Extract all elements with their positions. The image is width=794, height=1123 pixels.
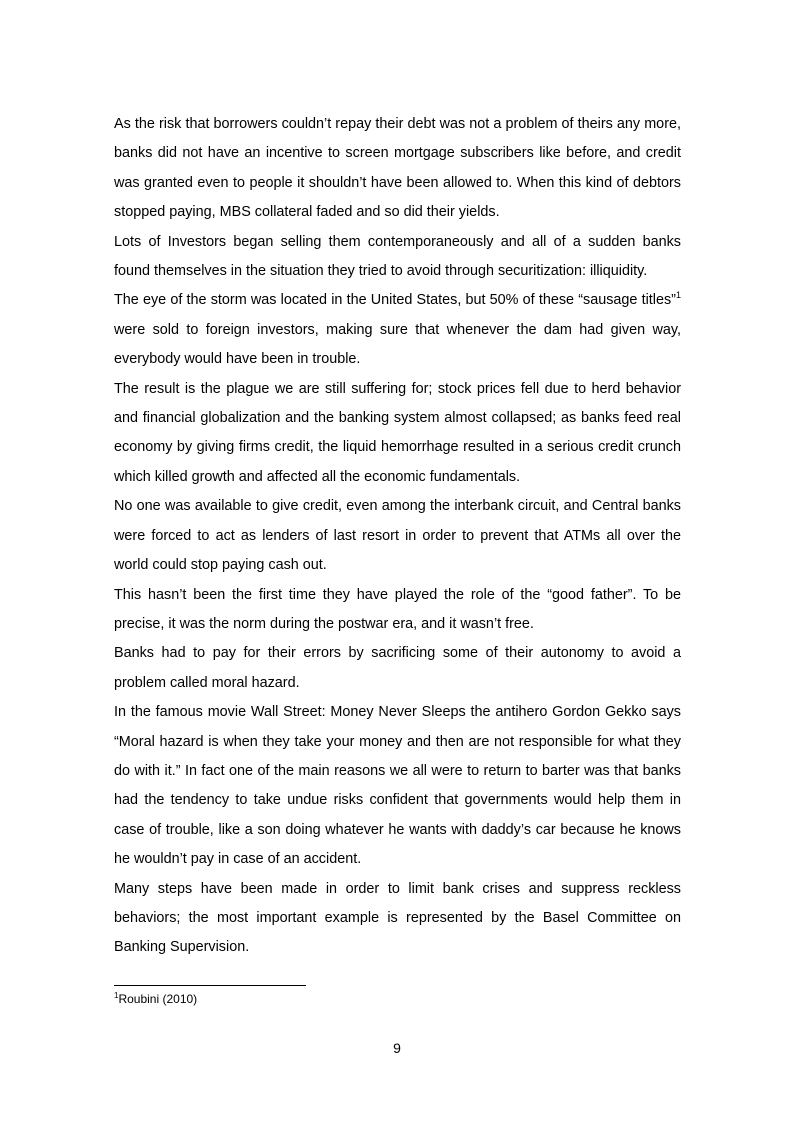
paragraph-2: Lots of Investors began selling them contemporaneously and all of a sudden banks found themselves in the situation they tried to avoid through securitization: illiquidity. [114, 233, 681, 280]
footnote [114, 991, 197, 1007]
paragraph-1: As the risk that borrowers couldn’t repay their debt was not a problem of theirs any more, banks did not have an incentive to screen mortgage subscribers like before, and credit was granted even to people it shouldn’t have been allowed to. When this kind of debtors stopped paying, MBS collateral faded and so did their yields. [114, 116, 681, 221]
body-text [114, 110, 681, 963]
paragraph-9: Many steps have been made in order to limit bank crises and suppress reckless behaviors; the most important example is represented by the Basel Committee on Banking Supervision. [114, 880, 681, 956]
paragraph-3 [114, 286, 681, 374]
paragraph-3-text-before: The eye of the storm was located in the United States, but 50% of these “sausage titles” [114, 292, 676, 309]
footnote-marker: 1 [114, 991, 119, 1000]
footnote-reference: 1 [675, 290, 681, 301]
footnote-separator [114, 985, 306, 986]
paragraph-3-text-after: were sold to foreign investors, making sure that whenever the dam had given way, everybody would have been in trouble. [114, 321, 681, 368]
paragraph-7: Banks had to pay for their errors by sacrificing some of their autonomy to avoid a problem called moral hazard. [114, 645, 681, 691]
paragraph-8: In the famous movie Wall Street: Money Never Sleeps the antihero Gordon Gekko says “Moral hazard is when they take your money and then are not responsible for what they do with it.” In fact one of the main reasons we all were to return to barter was that banks had the tendency to take undue risks confident that governments would help them in case of trouble, like a son doing whatever he wants with daddy’s car because he knows he wouldn’t pay in case of an accident. [114, 704, 681, 868]
paragraph-5: No one was available to give credit, even among the interbank circuit, and Central banks were forced to act as lenders of last resort in order to prevent that ATMs all over the world could stop paying cash out. [114, 498, 681, 574]
paragraph-4: The result is the plague we are still suffering for; stock prices fell due to herd behavior and financial globalization and the banking system almost collapsed; as banks feed real economy by giving firms credit, the liquid hemorrhage resulted in a serious credit crunch which killed growth and affected all the economic fundamentals. [114, 380, 681, 485]
page-number: 9 [393, 1040, 401, 1056]
paragraph-6: This hasn’t been the first time they have played the role of the “good father”. To be precise, it was the norm during the postwar era, and it wasn’t free. [114, 586, 681, 632]
footnote-text: Roubini (2010) [118, 992, 198, 1006]
